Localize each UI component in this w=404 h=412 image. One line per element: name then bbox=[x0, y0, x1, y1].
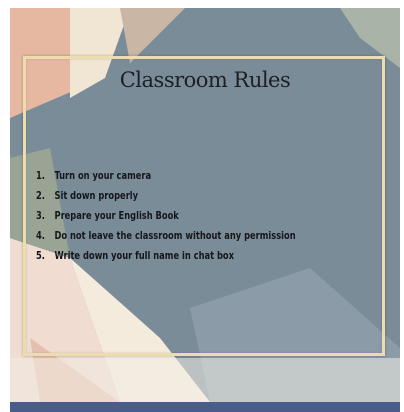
rule-number: 3. bbox=[36, 209, 45, 222]
list-item bbox=[36, 206, 296, 226]
rule-text: Do not leave the classroom without any permission bbox=[54, 229, 296, 242]
rule-text: Turn on your camera bbox=[54, 169, 152, 182]
bottom-bar bbox=[10, 402, 400, 412]
slide-title: Classroom Rules bbox=[119, 68, 291, 92]
rule-number: 2. bbox=[36, 189, 45, 202]
list-item bbox=[36, 186, 296, 206]
rule-number: 5. bbox=[36, 249, 45, 262]
rule-number: 1. bbox=[36, 169, 45, 182]
list-item bbox=[36, 226, 296, 246]
rule-text: Sit down properly bbox=[54, 189, 139, 202]
rule-number: 4. bbox=[36, 229, 45, 242]
shape-light-band bbox=[10, 358, 400, 402]
rule-text: Prepare your English Book bbox=[54, 209, 179, 222]
slide bbox=[10, 8, 400, 402]
rule-text: Write down your full name in chat box bbox=[54, 249, 234, 262]
rules-list bbox=[36, 166, 296, 266]
list-item bbox=[36, 246, 296, 266]
list-item bbox=[36, 166, 296, 186]
